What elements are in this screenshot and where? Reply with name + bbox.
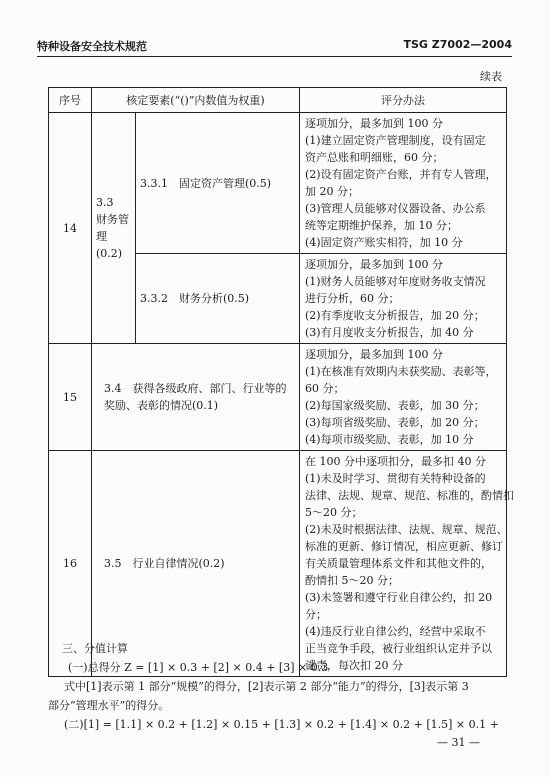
sub-criterion-cell: 3.3.1 固定资产管理(0.5) bbox=[136, 113, 300, 254]
table-row bbox=[49, 113, 507, 254]
criterion-cell: 3.5 行业自律情况(0.2) bbox=[92, 451, 300, 677]
method-line: 逐项加分，最多加到 100 分 bbox=[305, 348, 444, 361]
method-line: 加 20 分； bbox=[305, 185, 360, 198]
method-line: (4)固定资产账实相符，加 10 分 bbox=[305, 236, 463, 249]
method-cell bbox=[300, 254, 507, 344]
scoring-table bbox=[48, 87, 515, 677]
criterion-line: 财务管 bbox=[96, 213, 129, 226]
method-line: (2)未及时根据法律、法规、规章、规范、 bbox=[305, 523, 508, 536]
col-header-method: 评分办法 bbox=[300, 88, 507, 113]
method-line: 标准的更新、修订情况，相应更新、修订 bbox=[305, 540, 504, 553]
table-header-row bbox=[49, 88, 507, 113]
row-number: 16 bbox=[49, 451, 92, 677]
page-number: — 31 — bbox=[437, 736, 480, 749]
method-line: 在 100 分中逐项扣分，最多扣 40 分 bbox=[305, 455, 486, 468]
method-line: (2)每国家级奖励、表彰，加 30 分； bbox=[305, 399, 485, 412]
method-cell bbox=[300, 113, 507, 254]
table-row bbox=[49, 344, 507, 451]
method-line: 资产总账和明细账，60 分； bbox=[305, 151, 444, 164]
method-line: 法律、法规、规章、规范、标准的，酌情扣 bbox=[305, 489, 515, 502]
formula-total: (一)总得分 Z = [1] × 0.3 + [2] × 0.4 + [3] × 0.3 bbox=[68, 661, 329, 674]
criterion-line: 3.4 获得各级政府、部门、行业等的 bbox=[104, 382, 287, 395]
criterion-line: 奖励、表彰的情况(0.1) bbox=[104, 399, 219, 412]
criterion-cell bbox=[92, 344, 300, 451]
formula-part1: (二)[1] = [1.1] × 0.2 + [1.2] × 0.15 + [1.3] × 0.2 + [1.4] × 0.2 + [1.5] × 0.1 + bbox=[64, 718, 499, 731]
header-rule bbox=[37, 56, 512, 57]
method-line: 有关质量管理体系文件和其他文件的， bbox=[305, 557, 493, 570]
method-line: (2)有季度收支分析报告，加 20 分； bbox=[305, 309, 485, 322]
running-header-title: 特种设备安全技术规范 bbox=[37, 40, 147, 53]
formula-explanation-cont: 部分“管理水平”的得分。 bbox=[48, 699, 170, 712]
criterion-line: 理 bbox=[96, 230, 107, 243]
method-line: (3)未签署和遵守行业自律公约，扣 20 bbox=[305, 591, 493, 604]
method-line: (3)有月度收支分析报告，加 40 分 bbox=[305, 326, 474, 339]
criterion-line: 3.3 bbox=[96, 196, 114, 209]
method-line: 正当竞争手段，被行业组织认定并予以 bbox=[305, 642, 493, 655]
continued-label: 续表 bbox=[480, 70, 502, 83]
method-line: (3)管理人员能够对仪器设备、办公系 bbox=[305, 202, 486, 215]
method-line: (4)每项市级奖励、表彰，加 10 分 bbox=[305, 433, 474, 446]
criterion-cell bbox=[92, 113, 136, 344]
method-line: (1)财务人员能够对年度财务收支情况 bbox=[305, 275, 486, 288]
criterion-line: (0.2) bbox=[96, 247, 123, 260]
method-line: 逐项加分，最多加到 100 分 bbox=[305, 117, 444, 130]
method-line: 谴责，每次扣 20 分 bbox=[305, 659, 404, 672]
method-line: (4)违反行业自律公约，经营中采取不 bbox=[305, 625, 486, 638]
method-line: 分； bbox=[305, 608, 328, 621]
method-line: 进行分析，60 分； bbox=[305, 292, 400, 305]
method-line: (1)建立固定资产管理制度，设有固定 bbox=[305, 134, 486, 147]
method-cell bbox=[300, 344, 507, 451]
method-line: 5～20 分； bbox=[305, 506, 363, 519]
method-cell bbox=[300, 451, 515, 677]
method-line: (1)在核准有效期内未获奖励、表彰等， bbox=[305, 365, 497, 378]
method-line: 60 分； bbox=[305, 382, 345, 395]
method-line: 逐项加分，最多加到 100 分 bbox=[305, 258, 444, 271]
section-heading: 三、分值计算 bbox=[62, 642, 128, 655]
col-header-no: 序号 bbox=[49, 88, 92, 113]
method-line: (2)设有固定资产台账，并有专人管理， bbox=[305, 168, 497, 181]
method-line: 酌情扣 5～20 分； bbox=[305, 574, 400, 587]
method-line: 统等定期维护保养，加 10 分； bbox=[305, 219, 459, 232]
col-header-criterion: 核定要素(“()”内数值为权重) bbox=[92, 88, 300, 113]
method-line: (3)每项省级奖励、表彰，加 20 分； bbox=[305, 416, 485, 429]
formula-explanation: 式中[1]表示第 1 部分“规模”的得分，[2]表示第 2 部分“能力”的得分，[3]表示第 3 bbox=[64, 680, 469, 693]
method-line: (1)未及时学习、贯彻有关特种设备的 bbox=[305, 472, 486, 485]
row-number: 15 bbox=[49, 344, 92, 451]
sub-criterion-cell: 3.3.2 财务分析(0.5) bbox=[136, 254, 300, 344]
row-number: 14 bbox=[49, 113, 92, 344]
running-header-code: TSG Z7002—2004 bbox=[403, 38, 512, 51]
